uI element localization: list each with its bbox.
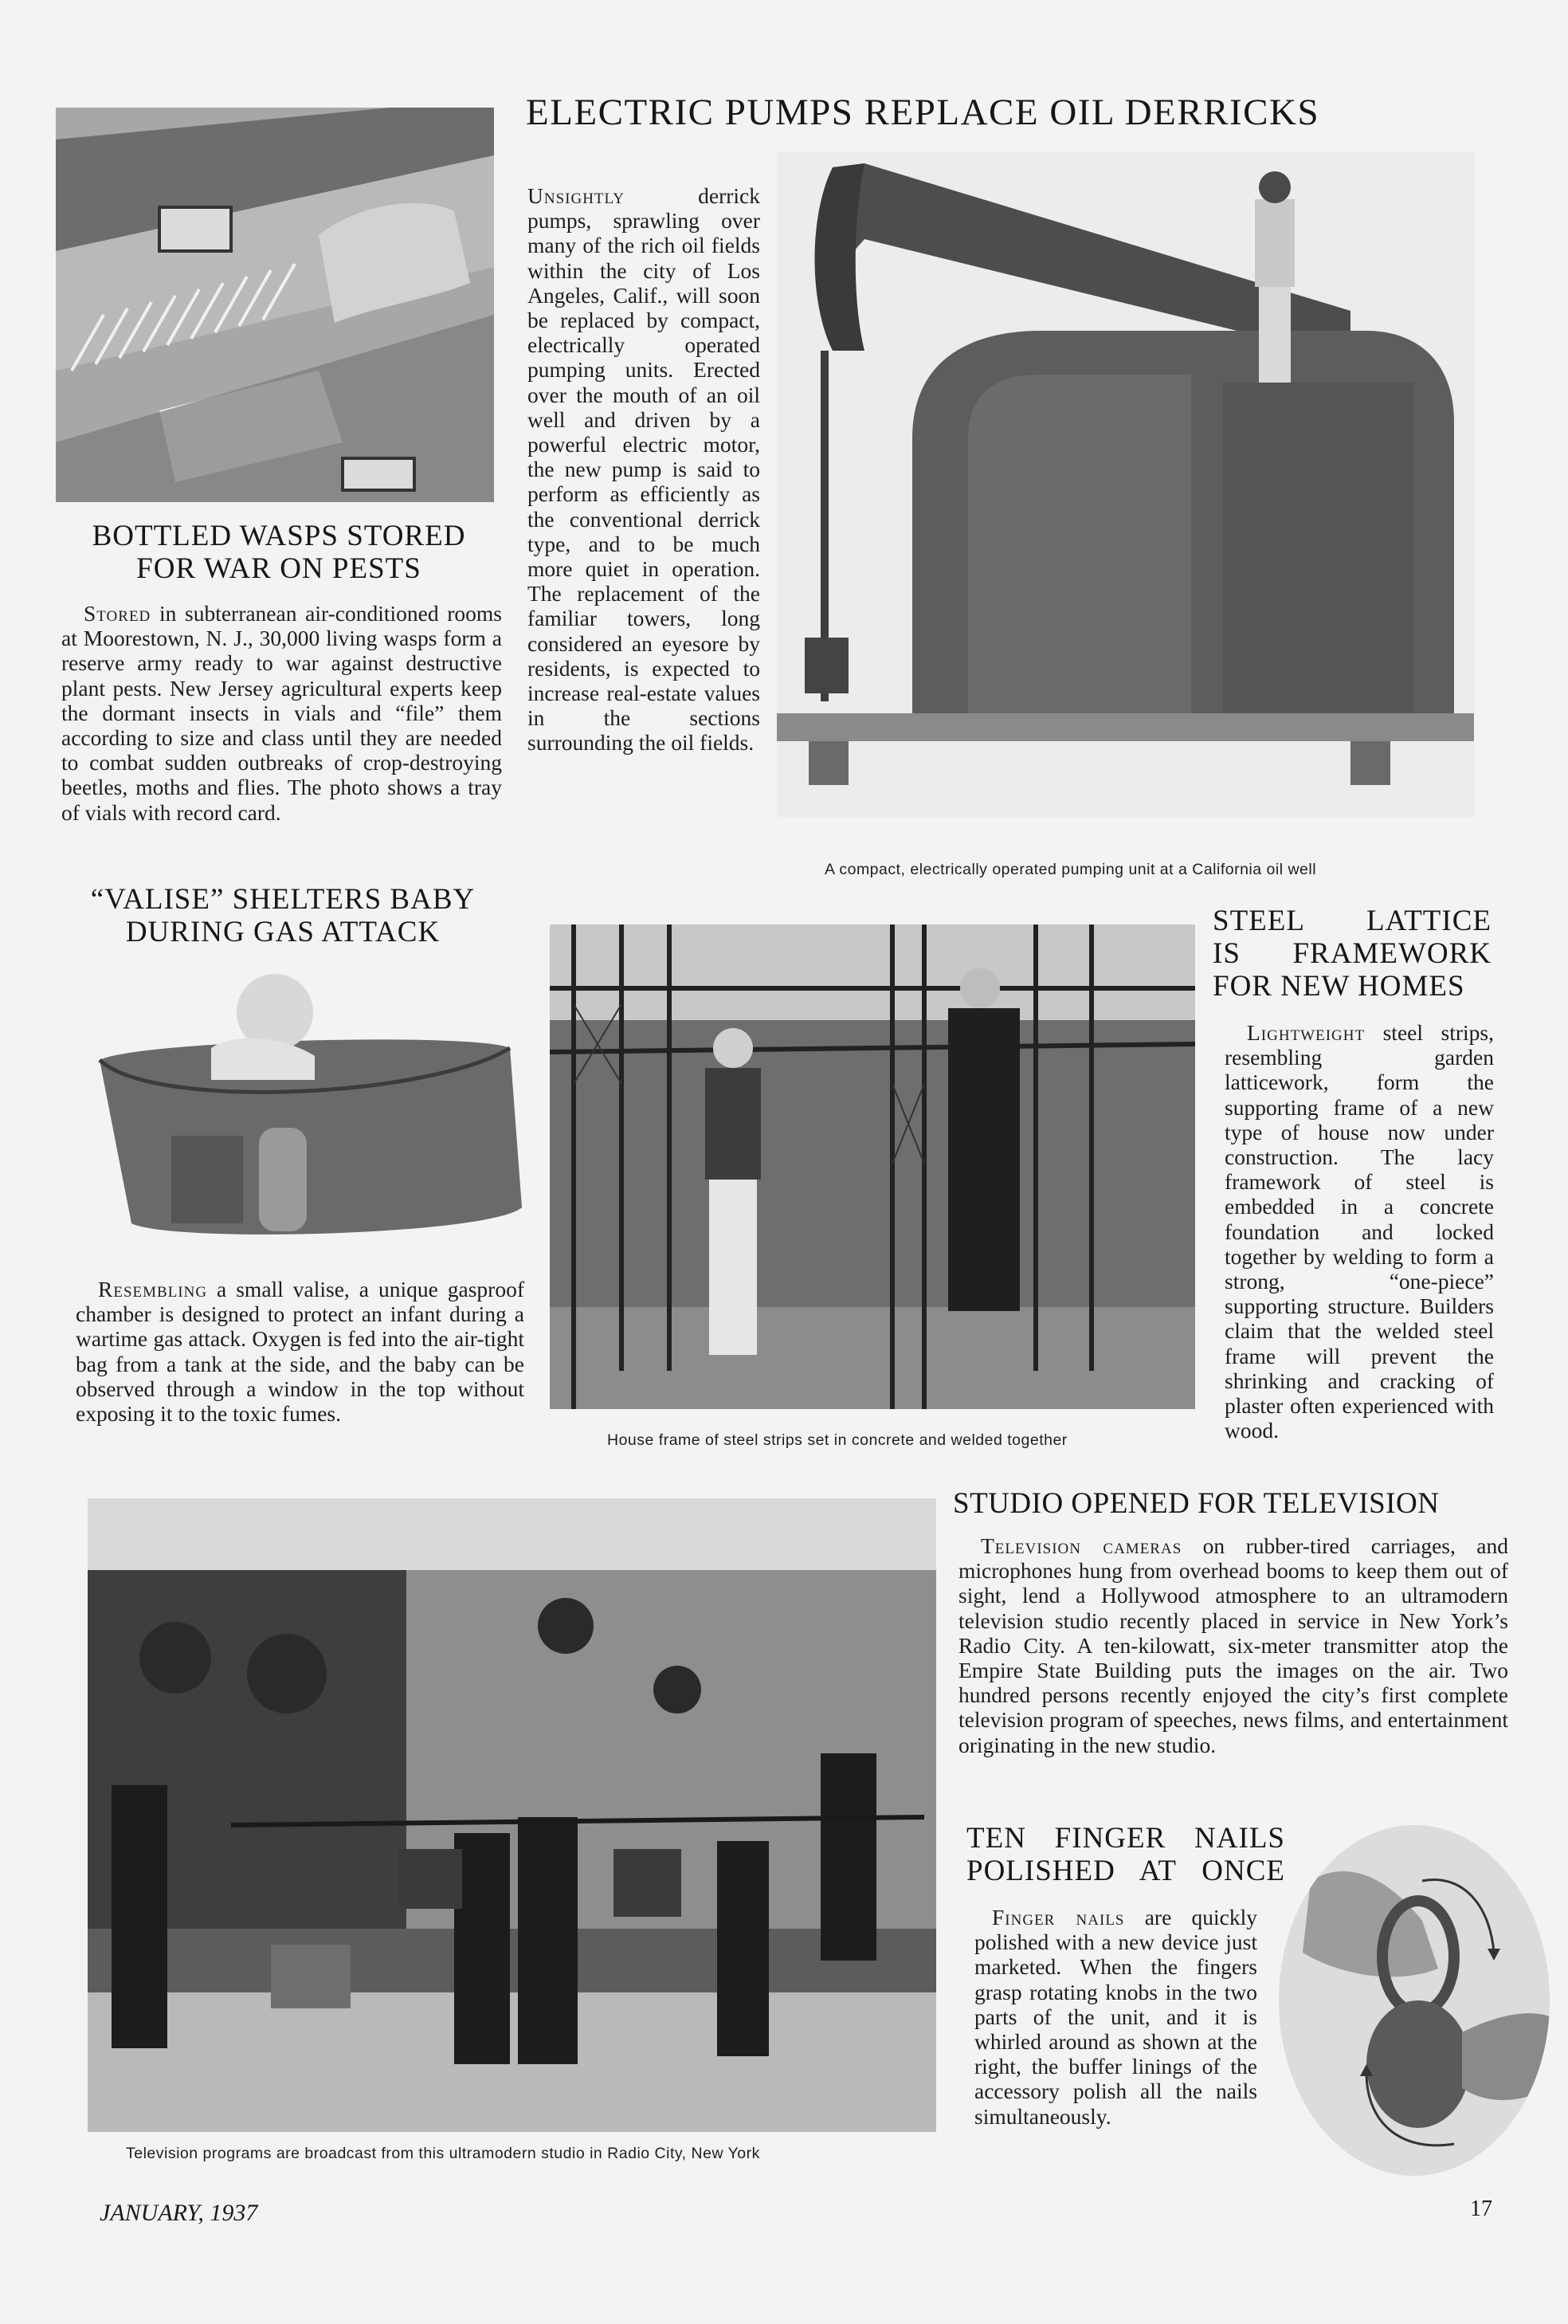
wasps-headline <box>56 520 502 586</box>
finger-nails-lead: Finger nails <box>992 1905 1125 1929</box>
wasps-lead: Stored <box>84 601 151 626</box>
television-body <box>958 1533 1508 1757</box>
valise-text: a small valise, a unique gasproof chamber is designed to protect an infant during a wartime gas attack. Oxygen is fed into the air-tight bag from a tank at the side, and the baby can be observed through a window in the top without exposing it to the toxic fumes. <box>76 1277 524 1427</box>
steel-house-frame-photo <box>550 924 1195 1409</box>
baby-gas-valise-photo <box>76 968 526 1259</box>
wasps-headline-line2: FOR WAR ON PESTS <box>136 552 421 586</box>
oil-pumps-caption: A compact, electrically operated pumping unit at a California oil well <box>825 861 1317 878</box>
steel-lattice-headline-line3: FOR NEW HOMES <box>1213 970 1465 1003</box>
steel-lattice-lead: Lightweight <box>1247 1020 1366 1045</box>
television-studio-photo <box>88 1498 936 2132</box>
valise-headline <box>56 883 510 949</box>
wasps-text: in subterranean air-conditioned rooms at Moorestown, N. J., 30,000 living wasps form a reserve army ready to war against destructive plant pests. New Jersey agricultural experts keep the dormant insects in vials and “file” them according to size and class until they are needed to combat sudden outbreaks of crop-destroying beetles, moths and flies. The photo shows a tray of vials with record card. <box>61 601 502 825</box>
footer-page-number: 17 <box>1470 2196 1492 2221</box>
finger-nails-headline-line2: POLISHED AT ONCE <box>966 1855 1285 1888</box>
finger-nails-headline <box>966 1822 1285 1888</box>
steel-lattice-text: steel strips, resembling garden latticework, form the supporting frame of a new type of house now under construction. The lacy framework of steel is embedded in a concrete foundation and locked together by welding to form a strong, “one-piece” supporting structure. Builders claim that the welded steel frame will prevent the shrinking and cracking of plaster often experienced with wood. <box>1225 1020 1494 1443</box>
finger-nails-body <box>974 1905 1257 2129</box>
valise-body <box>76 1277 524 1426</box>
wasp-vials-tray-photo <box>56 108 494 502</box>
television-text: on rubber-tired carriages, and microphones hung from overhead booms to keep them out of sight, lend a Hollywood atmosphere to an ultramodern television studio recently placed in service in New York’s Radio City. A ten-kilowatt, six-meter transmitter atop the Empire State Building puts the images on the air. Two hundred persons recently enjoyed the city’s first complete television program of speeches, news films, and entertainment originating in the new studio. <box>958 1533 1508 1757</box>
footer-issue-date: JANUARY, 1937 <box>100 2200 258 2226</box>
steel-lattice-caption: House frame of steel strips set in concrete and welded together <box>607 1431 1068 1449</box>
wasps-headline-line1: BOTTLED WASPS STORED <box>92 520 466 552</box>
electric-pumping-unit-photo <box>777 151 1474 817</box>
television-lead: Television cameras <box>981 1533 1182 1558</box>
steel-lattice-headline-line2: IS FRAMEWORK <box>1213 937 1492 970</box>
television-headline: STUDIO OPENED FOR TELEVISION <box>953 1487 1440 1520</box>
valise-headline-line2: DURING GAS ATTACK <box>125 916 441 949</box>
oil-pumps-headline: ELECTRIC PUMPS REPLACE OIL DERRICKS <box>526 92 1320 133</box>
valise-lead: Resembling <box>98 1277 208 1301</box>
oil-pumps-text: derrick pumps, sprawling over many of the rich oil fields within the city of Los Angeles, Calif., will soon be replaced by compact, electrically operated pumping units. Erected over the mouth of an oil well and driven by a powerful electric motor, the new pump is said to perform as efficiently as the conventional derrick type, and to be much more quiet in operation. The replacement of the familiar towers, long considered an eyesore by residents, is expected to increase real-estate values in the sections surrounding the oil fields. <box>527 183 760 756</box>
television-caption: Television programs are broadcast from this ultramodern studio in Radio City, New York <box>126 2145 760 2162</box>
steel-lattice-headline-line1: STEEL LATTICE <box>1213 905 1492 937</box>
finger-nails-text: are quickly polished with a new device just marketed. When the fingers grasp rotating knobs in the two parts of the unit, and it is whirled around as shown at the right, the buffer linings of the accessory polish all the nails simultaneously. <box>974 1905 1257 2129</box>
steel-lattice-headline <box>1213 905 1492 1003</box>
oil-pumps-lead: Unsightly <box>527 183 625 208</box>
finger-nails-headline-line1: TEN FINGER NAILS <box>966 1822 1285 1855</box>
steel-lattice-body <box>1225 1020 1494 1443</box>
oil-pumps-body <box>527 183 760 756</box>
valise-headline-line1: “VALISE” SHELTERS BABY <box>90 883 476 916</box>
wasps-body <box>61 601 502 825</box>
nail-polisher-device-photo <box>1279 1825 1550 2176</box>
